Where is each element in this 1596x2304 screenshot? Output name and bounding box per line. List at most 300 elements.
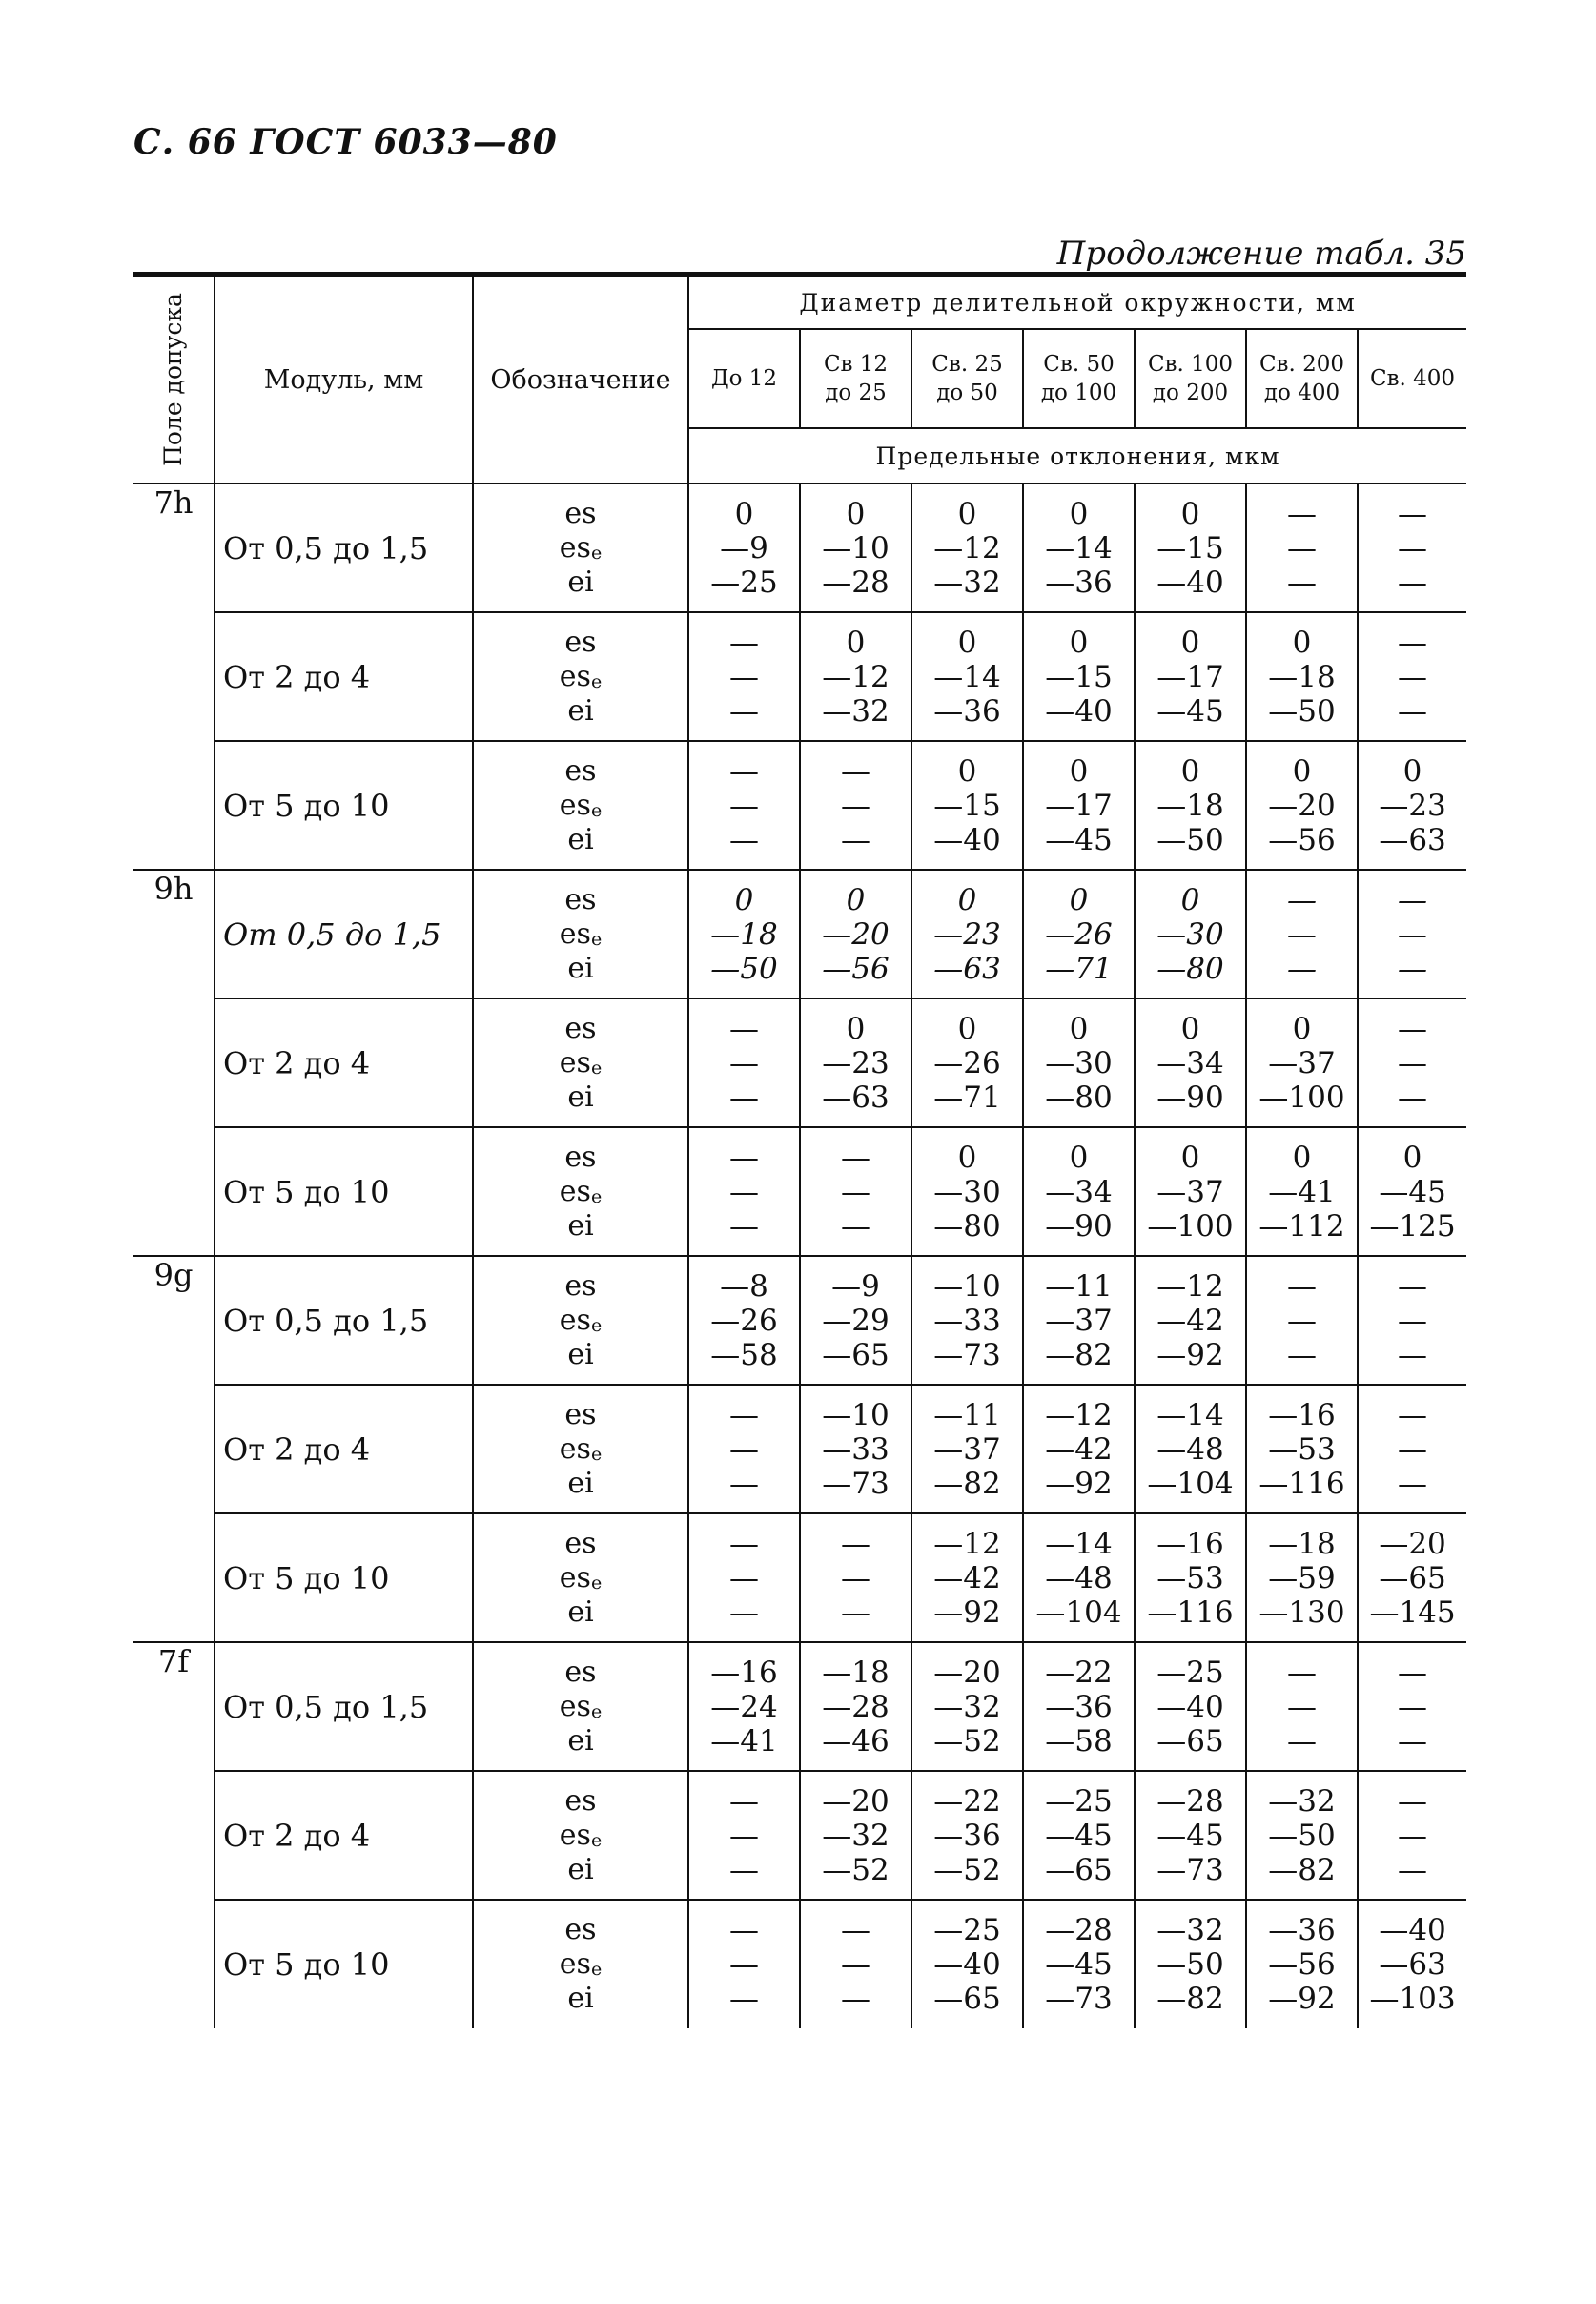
deviation-value: —9 <box>831 1268 880 1304</box>
designation-cell <box>473 612 688 741</box>
deviation-value: —92 <box>1268 1982 1336 2016</box>
deviation-value: —46 <box>822 1723 890 1759</box>
deviation-value: — <box>1398 1337 1428 1372</box>
deviation-value: 0 <box>1292 625 1312 660</box>
deviation-value: — <box>729 1783 759 1819</box>
deviation-value: —52 <box>933 1723 1001 1759</box>
value-cell <box>1246 1127 1358 1256</box>
deviation-value: — <box>729 1818 759 1853</box>
deviation-value: — <box>729 1852 759 1887</box>
value-cell <box>688 1900 800 2028</box>
deviation-value: —26 <box>1045 916 1113 952</box>
deviation-value: —56 <box>1268 1947 1336 1982</box>
deviation-value: —18 <box>710 916 778 952</box>
module-cell: От 0,5 до 1,5 <box>215 870 473 998</box>
deviation-value: —42 <box>933 1560 1001 1595</box>
deviation-value: — <box>1398 1397 1428 1432</box>
deviation-value: — <box>729 1466 759 1501</box>
deviation-value: — <box>1398 951 1428 986</box>
range-label-to: до 25 <box>825 381 887 405</box>
deviation-value: 0 <box>846 496 866 531</box>
designation-ese-base: es <box>559 1560 591 1594</box>
value-cell <box>800 741 911 870</box>
deviation-value: — <box>1398 882 1428 917</box>
deviation-value: —90 <box>1045 1208 1113 1244</box>
deviation-value: 0 <box>1180 882 1200 917</box>
value-cell <box>1246 870 1358 998</box>
deviation-value: —15 <box>1156 530 1224 566</box>
deviation-value: — <box>729 1140 759 1175</box>
module-cell: От 5 до 10 <box>215 1900 473 2028</box>
deviation-value: —12 <box>822 659 890 694</box>
deviation-value: —45 <box>1045 1947 1113 1982</box>
designation-ese-base: es <box>559 1689 591 1723</box>
designation-es: es <box>564 1655 597 1689</box>
deviation-value: —82 <box>1156 1982 1224 2016</box>
designation-ese-subscript: e <box>590 542 603 564</box>
deviation-value: —37 <box>933 1431 1001 1467</box>
designation-ese <box>474 660 687 694</box>
deviation-value: —12 <box>933 1526 1001 1561</box>
deviation-value: 0 <box>1402 753 1422 789</box>
deviation-value: — <box>1287 530 1317 566</box>
deviation-value: —82 <box>1045 1337 1113 1372</box>
value-cell <box>1358 612 1466 741</box>
value-cell <box>1135 1642 1246 1771</box>
deviation-value: —18 <box>1156 788 1224 823</box>
range-label-from: Св. 100 <box>1147 352 1234 377</box>
table-row <box>133 998 1466 1127</box>
deviation-value: — <box>841 1913 870 1947</box>
deviation-value: —63 <box>822 1080 890 1115</box>
deviation-value: 0 <box>1069 496 1089 531</box>
range-label-to: до 400 <box>1263 381 1340 405</box>
deviation-value: — <box>1287 1723 1317 1759</box>
deviation-value: —112 <box>1258 1208 1345 1244</box>
deviation-value: —33 <box>822 1431 890 1467</box>
designation-ese-base: es <box>559 530 591 565</box>
deviation-value: — <box>1398 659 1428 694</box>
value-cell <box>911 1127 1023 1256</box>
deviation-value: —63 <box>1379 822 1446 857</box>
deviation-value: — <box>1398 916 1428 952</box>
value-cell <box>688 483 800 612</box>
value-cell <box>688 998 800 1127</box>
module-cell: От 5 до 10 <box>215 1127 473 1256</box>
tolerance-table <box>133 272 1466 2028</box>
designation-ei: ei <box>567 1337 594 1371</box>
range-label-to: до 50 <box>936 381 998 405</box>
designation-ese-base: es <box>559 1045 591 1080</box>
deviation-value: — <box>729 693 759 729</box>
table-caption: Продолжение табл. 35 <box>1056 235 1466 273</box>
deviation-value: —63 <box>933 951 1001 986</box>
designation-cell <box>473 1771 688 1900</box>
deviation-value: —37 <box>1156 1174 1224 1209</box>
deviation-value: —20 <box>822 1783 890 1819</box>
deviation-value: — <box>729 822 759 857</box>
designation-cell <box>473 998 688 1127</box>
deviation-value: —45 <box>1156 1818 1224 1853</box>
deviation-value: — <box>1398 1268 1428 1304</box>
value-cell <box>688 1256 800 1385</box>
designation-cell <box>473 741 688 870</box>
deviation-value: —36 <box>1045 565 1113 600</box>
deviation-value: — <box>729 659 759 694</box>
range-header-2 <box>911 329 1023 428</box>
deviation-value: —18 <box>822 1655 890 1690</box>
deviation-value: — <box>1287 565 1317 600</box>
deviation-value: —65 <box>1379 1560 1446 1595</box>
deviation-value: 0 <box>846 882 866 917</box>
deviation-value: —34 <box>1045 1174 1113 1209</box>
value-cell <box>911 1900 1023 2028</box>
deviation-value: — <box>1398 1818 1428 1853</box>
value-cell <box>688 1127 800 1256</box>
deviation-value: 0 <box>1292 1140 1312 1175</box>
designation-ese <box>474 789 687 823</box>
deviation-value: 0 <box>1069 1140 1089 1175</box>
deviation-value: —34 <box>1156 1045 1224 1080</box>
deviation-value: — <box>729 1174 759 1209</box>
deviation-value: —10 <box>933 1268 1001 1304</box>
deviation-value: — <box>1398 1689 1428 1724</box>
field-column-header <box>133 275 215 484</box>
value-cell <box>1358 998 1466 1127</box>
deviation-value: —37 <box>1268 1045 1336 1080</box>
limits-header: Предельные отклонения, мкм <box>688 428 1466 483</box>
value-cell <box>688 870 800 998</box>
value-cell <box>1358 1900 1466 2028</box>
deviation-value: — <box>1287 916 1317 952</box>
designation-ei: ei <box>567 1466 594 1500</box>
deviation-value: —56 <box>1268 822 1336 857</box>
deviation-value: 0 <box>1180 625 1200 660</box>
deviation-value: —36 <box>933 693 1001 729</box>
value-cell <box>800 612 911 741</box>
deviation-value: —20 <box>933 1655 1001 1690</box>
deviation-value: —18 <box>1268 659 1336 694</box>
value-cell <box>911 870 1023 998</box>
deviation-value: —82 <box>1268 1852 1336 1887</box>
range-header-6 <box>1358 329 1466 428</box>
deviation-value: —42 <box>1156 1303 1224 1338</box>
deviation-value: — <box>1398 625 1428 660</box>
range-label-from: Св. 50 <box>1043 352 1115 377</box>
value-cell <box>1023 1256 1135 1385</box>
value-cell <box>800 870 911 998</box>
deviation-value: — <box>1287 1303 1317 1338</box>
designation-ese-subscript: e <box>590 1829 603 1851</box>
deviation-value: 0 <box>1180 1140 1200 1175</box>
deviation-value: —58 <box>710 1337 778 1372</box>
designation-ese-base: es <box>559 1174 591 1208</box>
table-row <box>133 483 1466 612</box>
designation-es: es <box>564 753 597 788</box>
deviation-value: — <box>1398 1011 1428 1046</box>
value-cell <box>1135 1900 1246 2028</box>
table-row <box>133 1256 1466 1385</box>
value-cell <box>688 612 800 741</box>
deviation-value: —45 <box>1045 1818 1113 1853</box>
deviation-value: —63 <box>1379 1947 1446 1982</box>
value-cell <box>800 1256 911 1385</box>
designation-ese-subscript: e <box>590 1057 603 1079</box>
deviation-value: — <box>1398 1655 1428 1690</box>
value-cell <box>911 1256 1023 1385</box>
deviation-value: — <box>1398 530 1428 566</box>
deviation-value: —145 <box>1369 1594 1456 1630</box>
deviation-value: —26 <box>710 1303 778 1338</box>
designation-cell <box>473 1513 688 1642</box>
value-cell <box>1246 1385 1358 1513</box>
deviation-value: —50 <box>1156 822 1224 857</box>
table-row <box>133 1385 1466 1513</box>
deviation-value: — <box>1398 1045 1428 1080</box>
value-cell <box>688 1642 800 1771</box>
deviation-value: — <box>1398 1852 1428 1887</box>
designation-ese-base: es <box>559 1431 591 1466</box>
deviation-value: —104 <box>1147 1466 1234 1501</box>
value-cell <box>1023 1385 1135 1513</box>
module-cell: От 0,5 до 1,5 <box>215 1642 473 1771</box>
deviation-value: —65 <box>822 1337 890 1372</box>
deviation-value: — <box>841 1982 870 2016</box>
designation-ei: ei <box>567 822 594 856</box>
value-cell <box>1135 612 1246 741</box>
deviation-value: — <box>729 1594 759 1630</box>
range-label-from: Св 12 <box>823 352 889 377</box>
deviation-value: —32 <box>822 693 890 729</box>
deviation-value: — <box>1398 1431 1428 1467</box>
value-cell <box>800 1513 911 1642</box>
deviation-value: —15 <box>1045 659 1113 694</box>
deviation-value: 0 <box>957 1140 977 1175</box>
deviation-value: 0 <box>1292 1011 1312 1046</box>
designation-es: es <box>564 1783 597 1818</box>
value-cell <box>911 1385 1023 1513</box>
deviation-value: —42 <box>1045 1431 1113 1467</box>
deviation-value: —58 <box>1045 1723 1113 1759</box>
value-cell <box>1023 1900 1135 2028</box>
deviation-value: —32 <box>1268 1783 1336 1819</box>
designation-ei: ei <box>567 1852 594 1886</box>
deviation-value: — <box>729 1011 759 1046</box>
value-cell <box>1246 998 1358 1127</box>
designation-ese <box>474 1819 687 1853</box>
designation-ese-base: es <box>559 916 591 951</box>
deviation-value: —17 <box>1045 788 1113 823</box>
deviation-value: —14 <box>1045 1526 1113 1561</box>
deviation-value: —92 <box>933 1594 1001 1630</box>
value-cell <box>1246 741 1358 870</box>
designation-cell <box>473 1900 688 2028</box>
module-cell: От 0,5 до 1,5 <box>215 483 473 612</box>
deviation-value: —40 <box>1379 1913 1446 1947</box>
table-row <box>133 870 1466 998</box>
designation-ese <box>474 1046 687 1080</box>
value-cell <box>688 1513 800 1642</box>
deviation-value: —28 <box>822 565 890 600</box>
deviation-value: —30 <box>1045 1045 1113 1080</box>
range-header-3 <box>1023 329 1135 428</box>
deviation-value: —30 <box>933 1174 1001 1209</box>
deviation-value: — <box>729 1913 759 1947</box>
designation-cell <box>473 1385 688 1513</box>
deviation-value: —12 <box>933 530 1001 566</box>
table-row <box>133 1900 1466 2028</box>
deviation-value: —11 <box>1045 1268 1113 1304</box>
deviation-value: —40 <box>933 822 1001 857</box>
designation-es: es <box>564 1397 597 1431</box>
value-cell <box>1023 612 1135 741</box>
deviation-value: — <box>1287 882 1317 917</box>
value-cell <box>1358 1127 1466 1256</box>
deviation-value: —23 <box>933 916 1001 952</box>
deviation-value: 0 <box>1069 753 1089 789</box>
value-cell <box>1358 1642 1466 1771</box>
range-label-to: до 100 <box>1040 381 1117 405</box>
value-cell <box>1135 741 1246 870</box>
value-cell <box>1135 1771 1246 1900</box>
deviation-value: —71 <box>933 1080 1001 1115</box>
range-header-0 <box>688 329 800 428</box>
deviation-value: —36 <box>1268 1913 1336 1947</box>
value-cell <box>800 1385 911 1513</box>
deviation-value: —37 <box>1045 1303 1113 1338</box>
designation-es: es <box>564 1268 597 1303</box>
deviation-value: — <box>1398 693 1428 729</box>
deviation-value: —16 <box>710 1655 778 1690</box>
designation-es: es <box>564 625 597 659</box>
deviation-value: —29 <box>822 1303 890 1338</box>
designation-ese-base: es <box>559 1818 591 1852</box>
deviation-value: —116 <box>1258 1466 1345 1501</box>
deviation-value: 0 <box>1180 1011 1200 1046</box>
designation-ese-subscript: e <box>590 1572 603 1594</box>
value-cell <box>800 998 911 1127</box>
deviation-value: — <box>841 822 870 857</box>
deviation-value: — <box>1287 496 1317 531</box>
deviation-value: —50 <box>1268 1818 1336 1853</box>
deviation-value: — <box>1287 1689 1317 1724</box>
deviation-value: — <box>841 1947 870 1982</box>
designation-ese <box>474 1690 687 1724</box>
deviation-value: — <box>841 1594 870 1630</box>
designation-ese-subscript: e <box>590 1314 603 1336</box>
designation-ese-base: es <box>559 1947 591 1981</box>
designation-ese <box>474 531 687 566</box>
deviation-value: —25 <box>710 565 778 600</box>
deviation-value: —25 <box>1045 1783 1113 1819</box>
value-cell <box>800 1642 911 1771</box>
deviation-value: — <box>841 753 870 789</box>
deviation-value: —125 <box>1369 1208 1456 1244</box>
deviation-value: —22 <box>1045 1655 1113 1690</box>
module-cell: От 2 до 4 <box>215 1771 473 1900</box>
tolerance-field-cell: 7f <box>133 1642 215 2028</box>
value-cell <box>1358 1385 1466 1513</box>
deviation-value: —52 <box>822 1852 890 1887</box>
designation-ese-subscript: e <box>590 1959 603 1980</box>
designation-cell <box>473 1256 688 1385</box>
deviation-value: —103 <box>1369 1982 1456 2016</box>
tolerance-field-cell: 9h <box>133 870 215 1256</box>
designation-column-header: Обозначение <box>473 275 688 484</box>
deviation-value: —73 <box>1156 1852 1224 1887</box>
designation-ese <box>474 1561 687 1595</box>
deviation-value: — <box>729 1431 759 1467</box>
table-row <box>133 612 1466 741</box>
value-cell <box>800 1771 911 1900</box>
deviation-value: —33 <box>933 1303 1001 1338</box>
deviation-value: —100 <box>1147 1208 1234 1244</box>
designation-ei: ei <box>567 951 594 985</box>
module-cell: От 5 до 10 <box>215 1513 473 1642</box>
deviation-value: — <box>1287 951 1317 986</box>
table-row <box>133 1771 1466 1900</box>
deviation-value: —53 <box>1156 1560 1224 1595</box>
deviation-value: — <box>729 625 759 660</box>
designation-ei: ei <box>567 693 594 728</box>
value-cell <box>911 612 1023 741</box>
tolerance-field-cell: 7h <box>133 483 215 870</box>
deviation-value: —50 <box>1268 693 1336 729</box>
deviation-value: 0 <box>957 625 977 660</box>
deviation-value: —40 <box>1156 1689 1224 1724</box>
deviation-value: —130 <box>1258 1594 1345 1630</box>
deviation-value: —10 <box>822 1397 890 1432</box>
designation-ese <box>474 1432 687 1467</box>
deviation-value: — <box>729 1982 759 2016</box>
deviation-value: 0 <box>846 625 866 660</box>
value-cell <box>1135 483 1246 612</box>
deviation-value: —36 <box>1045 1689 1113 1724</box>
deviation-value: —12 <box>1045 1397 1113 1432</box>
deviation-value: — <box>729 753 759 789</box>
designation-ese <box>474 917 687 952</box>
deviation-value: 0 <box>1180 496 1200 531</box>
deviation-value: —32 <box>1156 1913 1224 1947</box>
value-cell <box>911 483 1023 612</box>
deviation-value: —25 <box>1156 1655 1224 1690</box>
designation-ese-subscript: e <box>590 1443 603 1465</box>
module-cell: От 5 до 10 <box>215 741 473 870</box>
deviation-value: —65 <box>1156 1723 1224 1759</box>
value-cell <box>1023 741 1135 870</box>
deviation-value: — <box>729 1526 759 1561</box>
value-cell <box>1358 1513 1466 1642</box>
value-cell <box>688 1385 800 1513</box>
deviation-value: —32 <box>933 1689 1001 1724</box>
value-cell <box>1246 1513 1358 1642</box>
designation-cell <box>473 483 688 612</box>
module-cell: От 2 до 4 <box>215 612 473 741</box>
range-header-4 <box>1135 329 1246 428</box>
deviation-value: —20 <box>1268 788 1336 823</box>
value-cell <box>688 1771 800 1900</box>
deviation-value: —40 <box>1045 693 1113 729</box>
value-cell <box>911 1513 1023 1642</box>
deviation-value: 0 <box>846 1011 866 1046</box>
value-cell <box>1023 1642 1135 1771</box>
deviation-value: —41 <box>710 1723 778 1759</box>
designation-ese <box>474 1947 687 1982</box>
value-cell <box>1246 612 1358 741</box>
deviation-value: 0 <box>1069 625 1089 660</box>
deviation-value: — <box>1398 565 1428 600</box>
value-cell <box>1135 870 1246 998</box>
